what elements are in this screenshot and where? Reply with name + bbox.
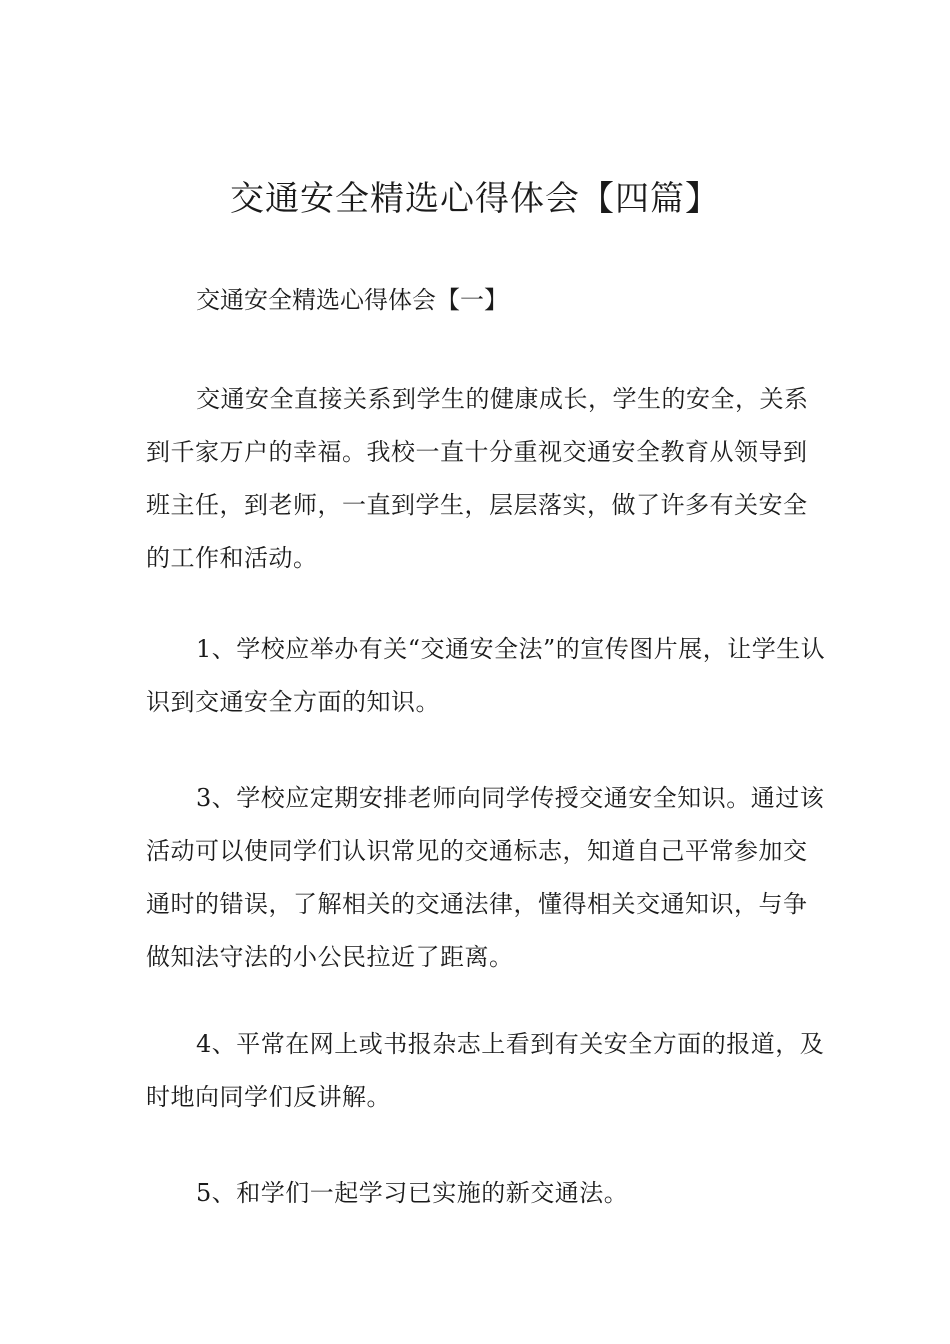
paragraph-intro: 交通安全直接关系到学生的健康成长，学生的安全，关系到千家万户的幸福。我校一直十分重视交通安全教育从领导到班主任，到老师，一直到学生，层层落实，做了许多有关安全的工作和活动。 — [146, 385, 809, 572]
page-title: 交通安全精选心得体会【四篇】 — [230, 179, 720, 219]
paragraph-item-3: 3、学校应定期安排老师向同学传授交通安全知识。通过该活动可以使同学们认识常见的交通标志，知道自己平常参加交通时的错误，了解相关的交通法律，懂得相关交通知识，与争做知法守法的小公民拉近了距离。 — [146, 784, 825, 971]
paragraph-item-5: 5、和学们一起学习已实施的新交通法。 — [196, 1179, 629, 1207]
section-heading: 交通安全精选心得体会【一】 — [196, 286, 508, 314]
paragraph-item-4: 4、平常在网上或书报杂志上看到有关安全方面的报道，及时地向同学们反讲解。 — [146, 1030, 825, 1111]
paragraph-item-1: 1、学校应举办有关“交通安全法”的宣传图片展，让学生认识到交通安全方面的知识。 — [146, 635, 826, 716]
